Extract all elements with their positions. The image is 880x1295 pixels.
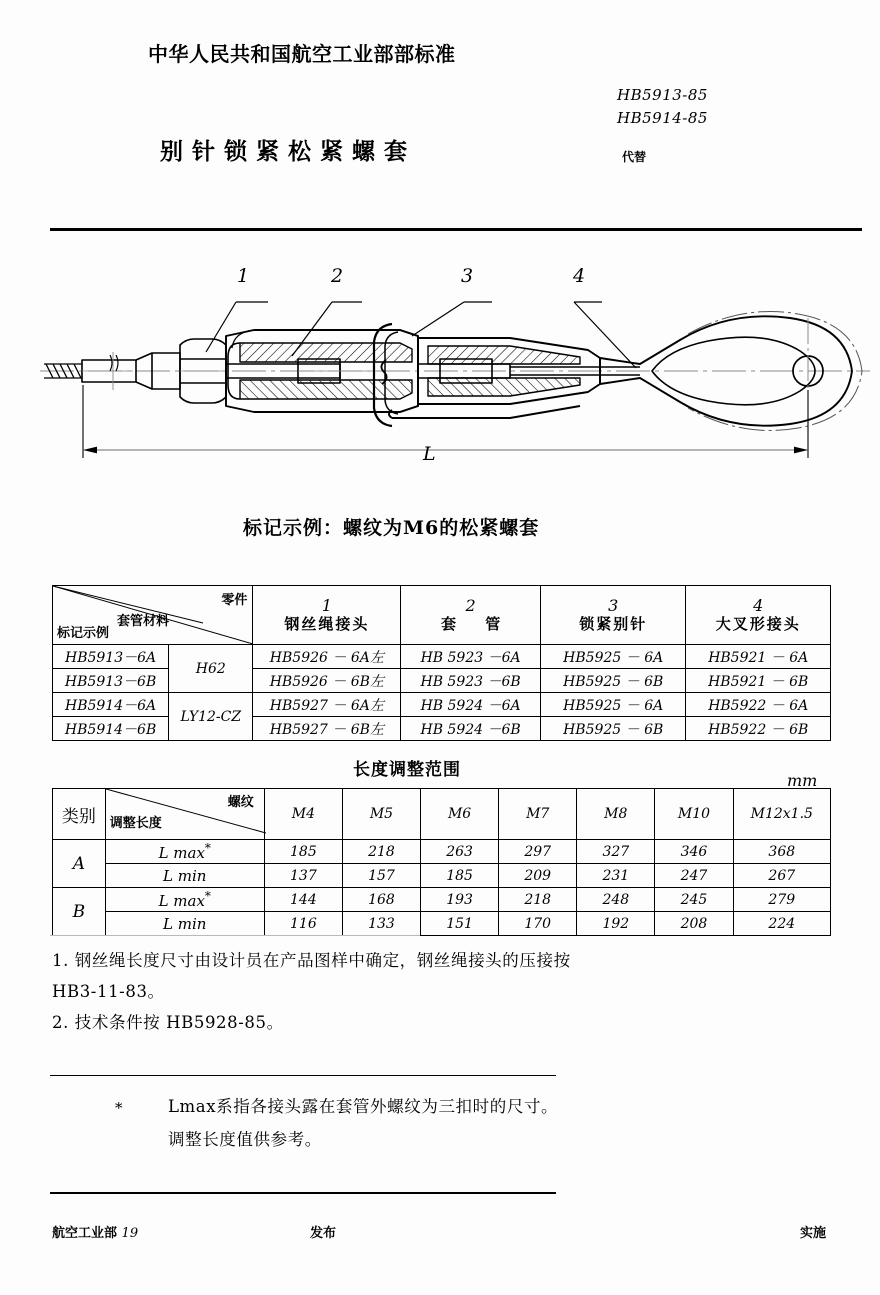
table1-header-row <box>53 586 831 645</box>
assembly-drawing-svg <box>40 240 870 485</box>
row-label-lmax <box>105 888 264 912</box>
value-cell: 193 <box>421 888 499 912</box>
callout-number-2: 2 <box>331 265 344 287</box>
thread-size-header: M8 <box>577 789 655 840</box>
value-cell: 209 <box>499 864 577 888</box>
table2-class-header: 类别 <box>53 789 106 840</box>
col-name-3: 锁紧别针 <box>579 615 648 633</box>
col-index-2: 2 <box>465 596 476 615</box>
table2-unit-label: mm <box>787 771 818 790</box>
standard-code-2: HB5914-85 <box>617 109 708 127</box>
footer-issuer-name: 航空工业部 <box>52 1226 118 1241</box>
standard-organization-title: 中华人民共和国航空工业部部标准 <box>148 42 456 66</box>
value-cell: 327 <box>577 840 655 864</box>
standard-code-1: HB5913-85 <box>617 86 708 104</box>
table1-col-header-1 <box>253 586 401 645</box>
col-index-4: 4 <box>753 596 764 615</box>
table1-corner-cell <box>53 586 253 645</box>
replaces-label: 代替 <box>622 150 647 164</box>
note-1-line-2: HB3-11-83。 <box>52 982 165 1001</box>
corner-label-material: 套管材料 <box>117 614 170 629</box>
document-title: 别针锁紧松紧螺套 <box>160 138 416 165</box>
marking-cell: HB5914－6B <box>53 717 169 741</box>
part-cell-3: HB5925 － 6B <box>540 669 685 693</box>
value-cell: 245 <box>655 888 733 912</box>
standard-code-block <box>617 84 708 130</box>
table1-col-header-2 <box>401 586 541 645</box>
footer-implement-label: 实施 <box>800 1226 827 1241</box>
note-2: 2. 技术条件按 HB5928-85。 <box>52 1013 284 1032</box>
marking-cell: HB5913－6A <box>53 645 169 669</box>
row-label-lmin <box>105 912 264 936</box>
thread-size-header: M5 <box>342 789 420 840</box>
row-label-text: L max <box>158 892 205 910</box>
table-row <box>53 888 831 912</box>
value-cell: 192 <box>577 912 655 936</box>
col-name-4: 大叉形接头 <box>715 615 801 633</box>
callout-number-1: 1 <box>237 265 250 287</box>
table-row <box>53 693 831 717</box>
thread-size-header: M6 <box>421 789 499 840</box>
footnote-line-1: Lmax系指各接头露在套管外螺纹为三扣时的尺寸。 <box>168 1097 559 1116</box>
footnote-star: * <box>204 841 211 855</box>
part-cell-3: HB5925 － 6A <box>540 693 685 717</box>
value-cell: 185 <box>264 840 342 864</box>
table-row <box>53 912 831 936</box>
table1-col-header-4 <box>686 586 831 645</box>
table-row <box>53 840 831 864</box>
thread-size-header: M12x1.5 <box>733 789 830 840</box>
header-divider-rule <box>50 228 862 231</box>
thread-size-header: M10 <box>655 789 733 840</box>
corner-label-thread: 螺纹 <box>227 795 254 810</box>
footer-divider-rule <box>50 1192 556 1194</box>
footnote-divider-rule <box>50 1075 556 1076</box>
corner-label-adjust-length: 调整长度 <box>109 816 162 831</box>
value-cell: 267 <box>733 864 830 888</box>
class-cell: A <box>53 840 106 888</box>
value-cell: 248 <box>577 888 655 912</box>
part-cell-4: HB5921 － 6A <box>686 645 831 669</box>
thread-size-header: M7 <box>499 789 577 840</box>
part-cell-3: HB5925 － 6A <box>540 645 685 669</box>
table-row <box>53 864 831 888</box>
footnote-line-2: 调整长度值供参考。 <box>168 1130 322 1149</box>
row-label-lmin <box>105 864 264 888</box>
value-cell: 116 <box>264 912 342 936</box>
row-label-text: L max <box>158 844 205 862</box>
table2-title: 长度调整范围 <box>353 760 461 780</box>
material-cell: H62 <box>169 645 253 693</box>
part-number-table <box>52 585 831 741</box>
value-cell: 368 <box>733 840 830 864</box>
callout-number-4: 4 <box>573 265 586 287</box>
value-cell: 218 <box>499 888 577 912</box>
value-cell: 133 <box>342 912 420 936</box>
col-index-3: 3 <box>608 596 619 615</box>
value-cell: 247 <box>655 864 733 888</box>
part-cell-3: HB5925 － 6B <box>540 717 685 741</box>
part-cell-1: HB5927 － 6A左 <box>253 693 401 717</box>
part-cell-2: HB 5924 －6B <box>401 717 541 741</box>
part-cell-4: HB5921 － 6B <box>686 669 831 693</box>
length-adjustment-table <box>52 788 831 936</box>
row-label-lmax <box>105 840 264 864</box>
row-label-text: L min <box>163 866 207 885</box>
value-cell: 170 <box>499 912 577 936</box>
col-name-2: 套 管 <box>440 615 513 633</box>
part-cell-1: HB5926 － 6B左 <box>253 669 401 693</box>
table2-corner-cell <box>105 789 264 840</box>
value-cell: 263 <box>421 840 499 864</box>
table2-header-row <box>53 789 831 840</box>
marking-cell: HB5913－6B <box>53 669 169 693</box>
footer-issue-year: 19 <box>121 1226 139 1241</box>
class-cell: B <box>53 888 106 936</box>
value-cell: 208 <box>655 912 733 936</box>
value-cell: 151 <box>421 912 499 936</box>
part-cell-2: HB 5924 －6A <box>401 693 541 717</box>
dimension-label-L: L <box>423 443 436 465</box>
part-cell-4: HB5922 － 6B <box>686 717 831 741</box>
value-cell: 224 <box>733 912 830 936</box>
value-cell: 144 <box>264 888 342 912</box>
corner-label-marking: 标记示例 <box>57 626 110 641</box>
part-cell-1: HB5927 － 6B左 <box>253 717 401 741</box>
thread-size-header: M4 <box>264 789 342 840</box>
marking-example-text: 标记示例：螺纹为M6的松紧螺套 <box>243 517 540 539</box>
footnote-section <box>115 1090 855 1156</box>
corner-label-parts: 零件 <box>221 593 248 608</box>
part-cell-2: HB 5923 －6A <box>401 645 541 669</box>
part-cell-4: HB5922 － 6A <box>686 693 831 717</box>
marking-cell: HB5914－6A <box>53 693 169 717</box>
table1-col-header-3 <box>540 586 685 645</box>
value-cell: 168 <box>342 888 420 912</box>
part-cell-2: HB 5923 －6B <box>401 669 541 693</box>
callout-number-3: 3 <box>461 265 474 287</box>
value-cell: 231 <box>577 864 655 888</box>
footnote-star: * <box>204 889 211 903</box>
value-cell: 279 <box>733 888 830 912</box>
part-cell-1: HB5926 － 6A左 <box>253 645 401 669</box>
col-name-1: 钢丝绳接头 <box>284 615 370 633</box>
value-cell: 157 <box>342 864 420 888</box>
note-1-line-1: 1. 钢丝绳长度尺寸由设计员在产品图样中确定，钢丝绳接头的压接按 <box>52 951 571 970</box>
value-cell: 218 <box>342 840 420 864</box>
turnbuckle-assembly-drawing <box>40 240 870 485</box>
footer-release-label: 发布 <box>310 1226 337 1241</box>
value-cell: 346 <box>655 840 733 864</box>
row-label-text: L min <box>163 914 207 933</box>
footer-issuer <box>52 1222 138 1295</box>
footnote-star-marker: * <box>115 1099 124 1117</box>
value-cell: 297 <box>499 840 577 864</box>
value-cell: 185 <box>421 864 499 888</box>
table-row <box>53 645 831 669</box>
notes-section <box>52 945 852 1038</box>
col-index-1: 1 <box>321 596 332 615</box>
value-cell: 137 <box>264 864 342 888</box>
notes-top-rule <box>50 935 420 936</box>
material-cell: LY12-CZ <box>169 693 253 741</box>
